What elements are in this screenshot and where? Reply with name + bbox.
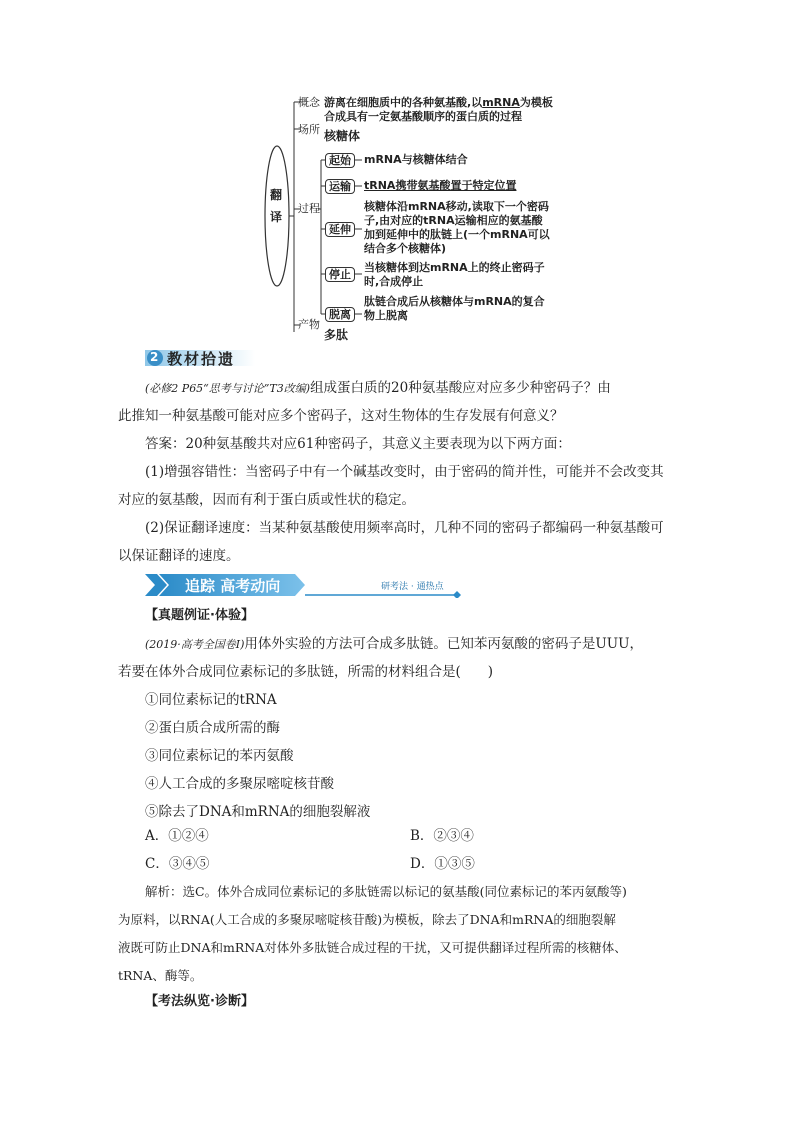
analysis-line2: 为原料，以RNA(人工合成的多聚尿嘧啶核苷酸)为模板，除去了DNA和mRNA的细胞裂解 (118, 912, 616, 927)
option-1: ①同位素标记的tRNA (145, 692, 277, 708)
point1-line2: 对应的氨基酸，因而有利于蛋白质或性状的稳定。 (118, 492, 415, 508)
banner-subtitle: 研考法 · 通热点 (381, 582, 444, 592)
section-title: 教材拾遗 (167, 350, 236, 368)
translation-diagram (262, 92, 562, 342)
site-value: 核糖体 (324, 129, 361, 143)
product-value: 多肽 (324, 328, 349, 342)
step-detach: 脱离 (325, 307, 355, 322)
analysis-line4: tRNA、酶等。 (118, 968, 203, 983)
step-detach-desc-1: 肽链合成后从核糖体与mRNA的复合 (364, 295, 545, 308)
step-elongate: 延伸 (325, 222, 355, 237)
concept-label: 概念 (298, 96, 320, 109)
choice-d[interactable]: D．①③⑤ (410, 856, 475, 872)
point2-line2: 以保证翻译的速度。 (118, 548, 240, 564)
step-elongate-desc-2: 子,由对应的tRNA运输相应的氨基酸 (364, 214, 543, 227)
section-banner (145, 572, 465, 598)
process-label: 过程 (298, 202, 320, 215)
exam-question-line2: 若要在体外合成同位素标记的多肽链，所需的材料组合是( ) (118, 664, 494, 680)
step-stop-desc-1: 当核糖体到达mRNA上的终止密码子 (364, 261, 545, 274)
section-badge-icon: 2 (150, 350, 159, 364)
product-label: 产物 (298, 318, 320, 331)
analysis-line1: 解析：选C。体外合成同位素标记的多肽链需以标记的氨基酸(同位素标记的苯丙氨酸等) (145, 884, 627, 899)
exam-question-line1: (2019·高考全国卷Ⅰ)用体外实验的方法可合成多肽链。已知苯丙氨酸的密码子是UUU， (145, 636, 644, 652)
section-textbook-header (145, 347, 255, 369)
subhead-examples: 【真题例证·体验】 (145, 608, 254, 623)
choice-a[interactable]: A．①②④ (145, 828, 209, 844)
diagram-root: 翻译 (270, 188, 283, 224)
choice-b[interactable]: B．②③④ (410, 828, 474, 844)
point2-line1: (2)保证翻译速度：当某种氨基酸使用频率高时，几种不同的密码子都编码一种氨基酸可 (145, 520, 664, 536)
choice-c[interactable]: C．③④⑤ (145, 856, 210, 872)
option-5: ⑤除去了DNA和mRNA的细胞裂解液 (145, 804, 371, 820)
step-detach-desc-2: 物上脱离 (364, 309, 408, 322)
option-2: ②蛋白质合成所需的酶 (145, 720, 280, 736)
step-start-desc: mRNA与核糖体结合 (364, 153, 468, 166)
step-stop: 停止 (325, 267, 355, 282)
step-transport: 运输 (325, 179, 355, 194)
banner-title: 追踪 高考动向 (185, 577, 281, 595)
step-transport-desc: tRNA携带氨基酸置于特定位置 (364, 179, 517, 192)
step-elongate-desc-4: 结合多个核糖体) (364, 242, 447, 255)
step-start: 起始 (325, 153, 355, 168)
site-label: 场所 (298, 123, 320, 136)
step-elongate-desc-3: 加到延伸中的肽链上(一个mRNA可以 (364, 228, 550, 241)
answer-line: 答案：20种氨基酸共对应61种密码子，其意义主要表现为以下两方面： (145, 436, 571, 452)
subhead-overview: 【考法纵览·诊断】 (145, 994, 254, 1009)
step-elongate-desc-1: 核糖体沿mRNA移动,读取下一个密码 (364, 200, 549, 213)
concept-line1: 游离在细胞质中的各种氨基酸,以mRNA为模板 (324, 96, 553, 109)
question-line2: 此推知一种氨基酸可能对应多个密码子，这对生物体的生存发展有何意义？ (118, 408, 564, 424)
question-line1: (必修2 P65“思考与讨论”T3改编)组成蛋白质的20种氨基酸应对应多少种密码子？由 (145, 380, 611, 396)
analysis-line3: 液既可防止DNA和mRNA对体外多肽链合成过程的干扰，又可提供翻译过程所需的核糖体、 (118, 940, 627, 955)
step-stop-desc-2: 时,合成停止 (364, 275, 424, 288)
point1-line1: (1)增强容错性：当密码子中有一个碱基改变时，由于密码的简并性，可能并不会改变其 (145, 464, 664, 480)
option-4: ④人工合成的多聚尿嘧啶核苷酸 (145, 776, 334, 792)
option-3: ③同位素标记的苯丙氨酸 (145, 748, 294, 764)
concept-line2: 合成具有一定氨基酸顺序的蛋白质的过程 (324, 110, 522, 123)
